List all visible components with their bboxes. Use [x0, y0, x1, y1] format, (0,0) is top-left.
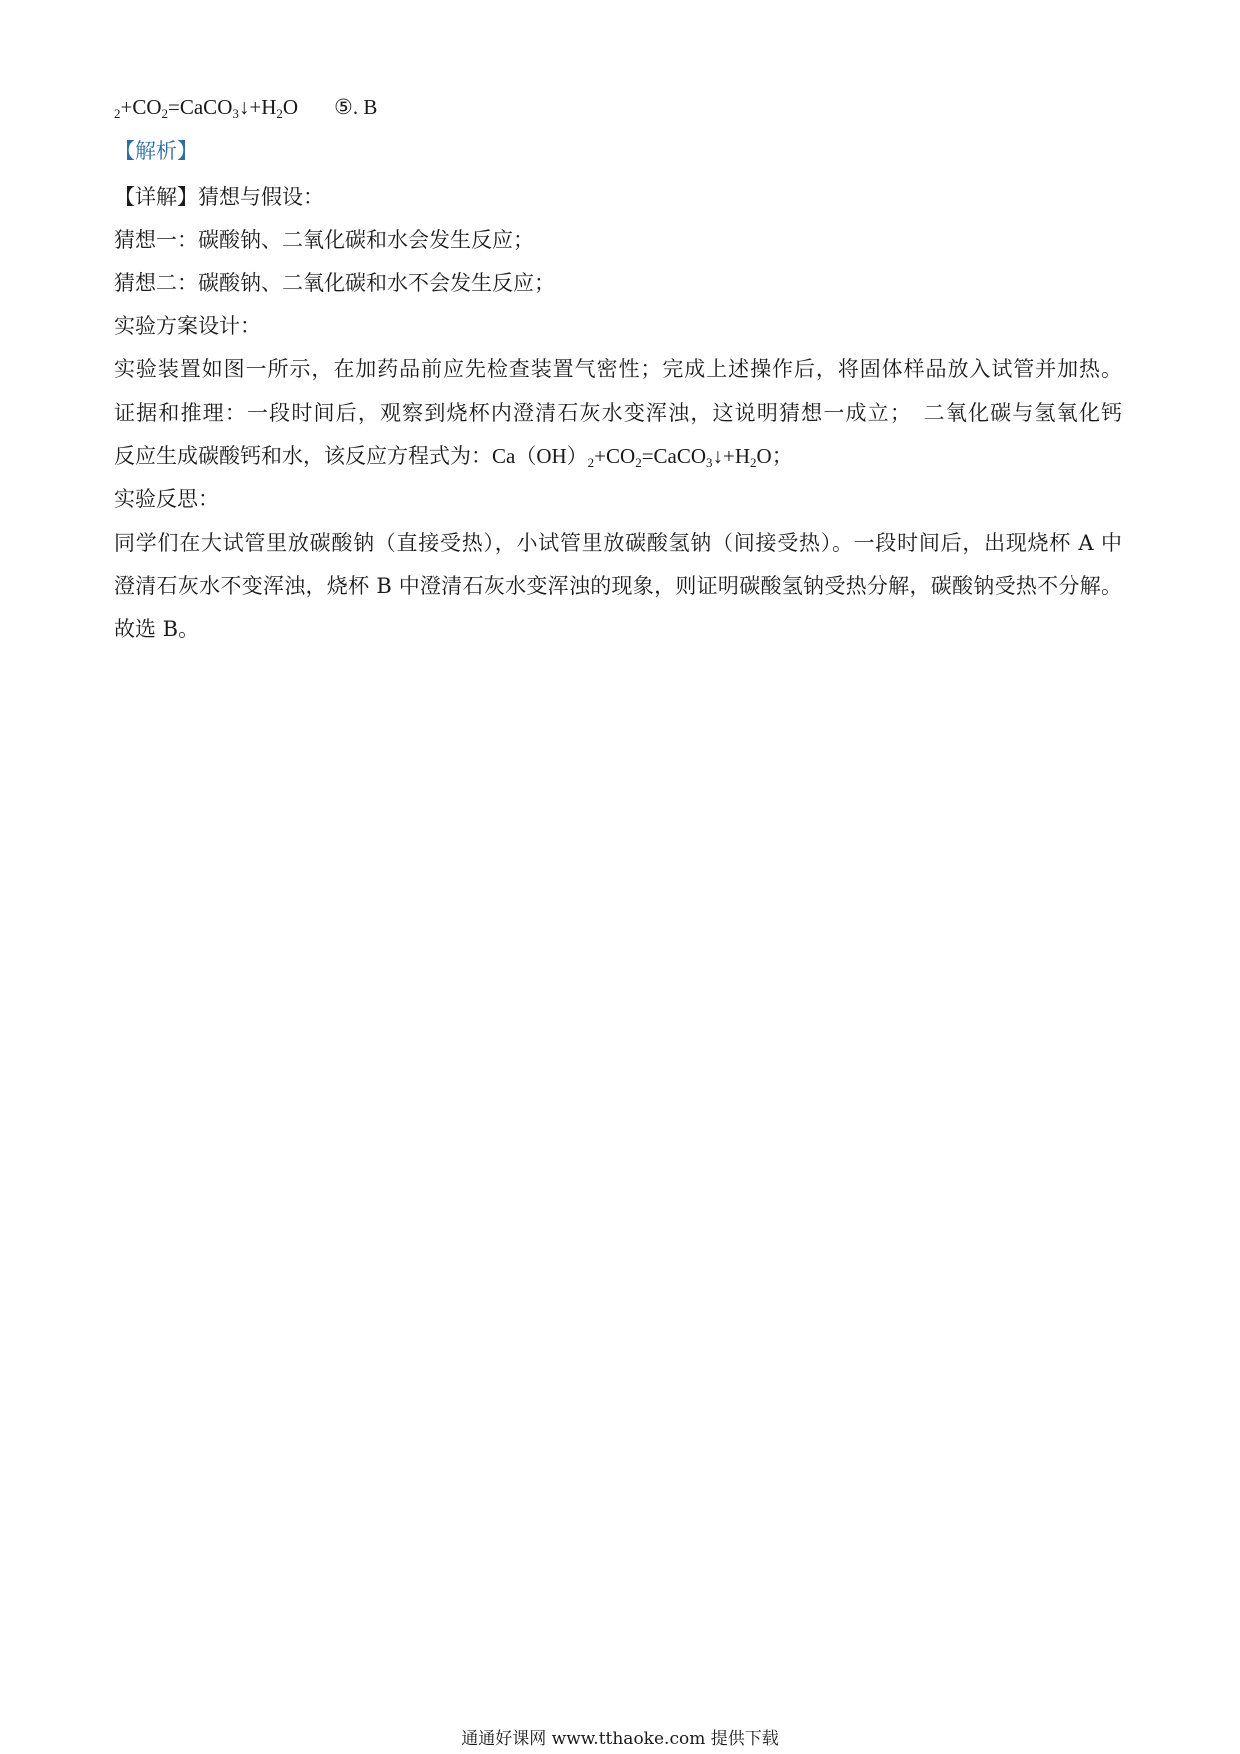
detail-heading-line: [114, 182, 324, 212]
page-footer: 通通好课网 www.tthaoke.com 提供下载: [461, 1729, 779, 1749]
evidence-text-2-suffix: ；: [771, 444, 793, 468]
design-heading: 实验方案设计：: [114, 314, 261, 338]
hypothesis-1: 猜想一：碳酸钠、二氧化碳和水会发生反应；: [114, 228, 534, 252]
evidence-text-2-prefix: 反应生成碳酸钙和水，该反应方程式为：: [114, 444, 492, 468]
reflect-text-2: 澄清石灰水不变浑浊，烧杯 B 中澄清石灰水变浑浊的现象，则证明碳酸氢钠受热分解，碳酸钠受热不分解。: [114, 574, 1122, 598]
formula-tail: $_2+CO_2=CaCO_3↓+H_2O$: [114, 95, 299, 121]
hypothesis-2: 猜想二：碳酸钠、二氧化碳和水不会发生反应；: [114, 271, 555, 295]
reflect-heading: 实验反思：: [114, 487, 219, 511]
conclusion: 故选 B。: [114, 617, 200, 641]
evidence-text-1: 证据和推理：一段时间后，观察到烧杯内澄清石灰水变浑浊，这说明猜想一成立； 二氧化碳与氢氧化钙: [114, 401, 1122, 425]
detail-label: 【详解】: [114, 185, 198, 209]
detail-heading: 猜想与假设：: [198, 185, 324, 209]
answer-five: ⑤. B: [334, 95, 378, 119]
reaction-equation: $Ca(OH)_2+CO_2=CaCO_3↓+H_2O$: [492, 444, 772, 470]
evidence-text-2: [114, 441, 793, 478]
reflect-text-1: 同学们在大试管里放碳酸钠（直接受热），小试管里放碳酸氢钠（间接受热）。一段时间后，出现烧杯 A 中: [114, 531, 1122, 555]
section-label-analysis: 【解析】: [114, 139, 198, 163]
design-text: 实验装置如图一所示，在加药品前应先检查装置气密性；完成上述操作后，将固体样品放入试管并加热。: [114, 357, 1122, 381]
answer-tail-line: [114, 92, 377, 129]
